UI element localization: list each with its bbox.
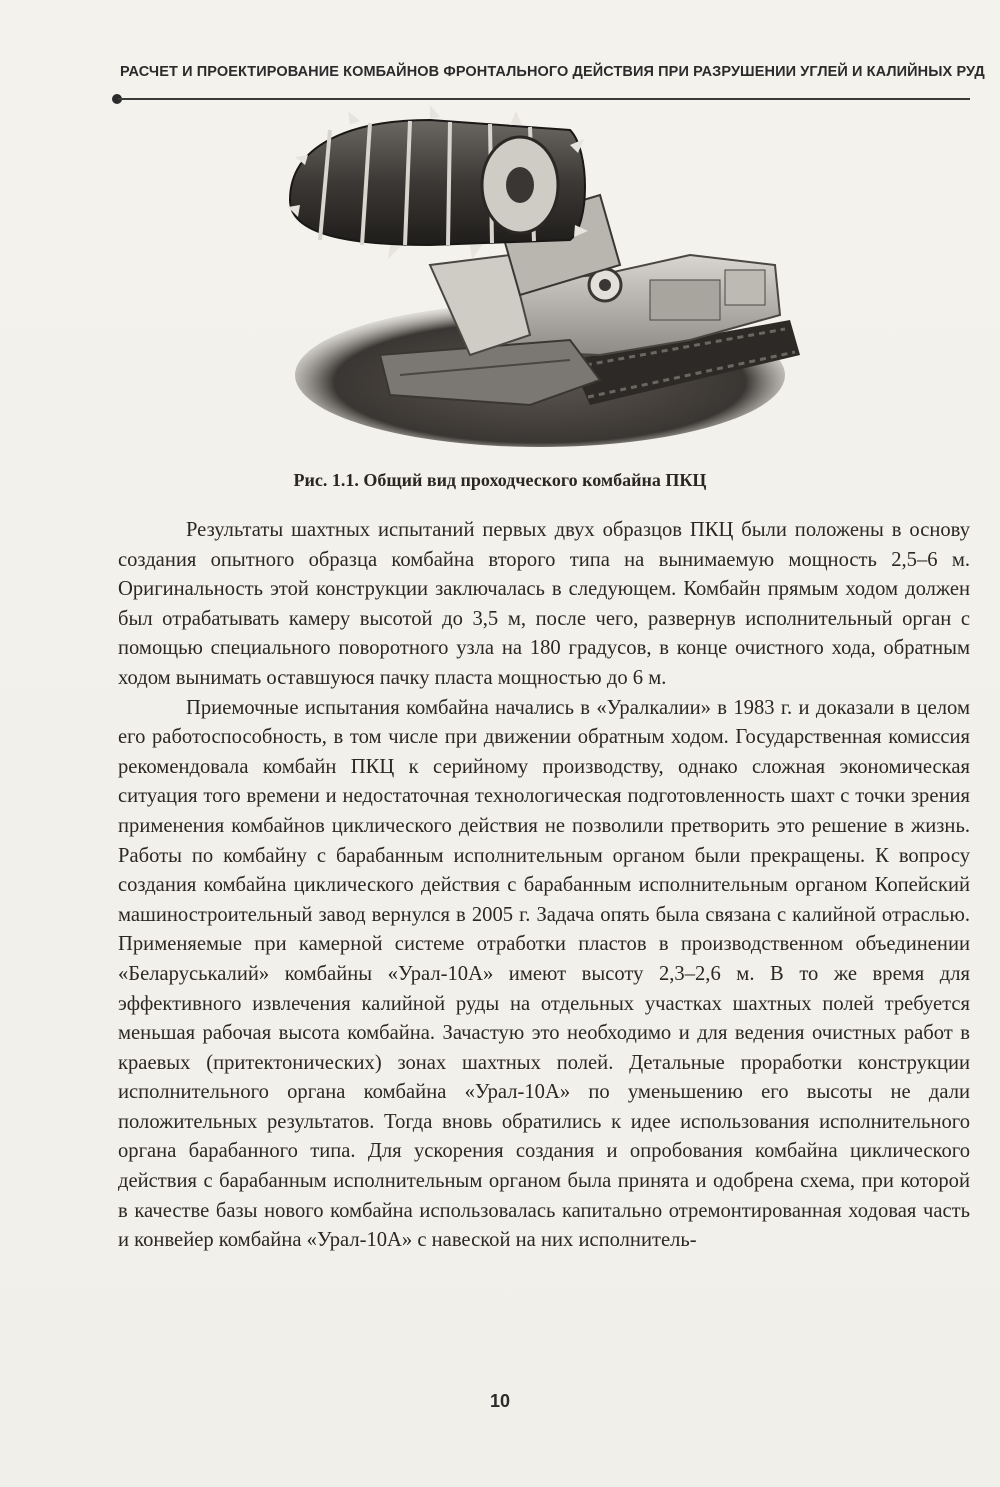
cutting-drum [290,120,585,245]
page-number: 10 [489,1391,511,1411]
mining-combine-illustration [270,105,810,455]
running-title: РАСЧЕТ И ПРОЕКТИРОВАНИЕ КОМБАЙНОВ ФРОНТАЛЬНОГО ДЕЙСТВИЯ ПРИ РАЗРУШЕНИИ УГЛЕЙ И КАЛИЙНЫХ РУД [120,64,985,80]
figure-caption: Рис. 1.1. Общий вид проходческого комбайна ПКЦ [293,470,707,490]
paragraph: Приемочные испытания комбайна начались в «Уралкалии» в 1983 г. и доказали в целом его работоспособность, в том числе при движении обратным ходом. Государственная комиссия рекомендовала комбайн ПКЦ к серийному производству, однако сложная экономическая ситуация того времени и недостаточная технологическая подготовленность шахт с точки зрения применения комбайнов циклического действия не позволили претворить это решение в жизнь. Работы по комбайну с барабанным исполнительным органом были прекращены. К вопросу создания комбайна циклического действия с барабанным исполнительным органом Копейский машиностроительный завод вернулся в 2005 г. Задача опять была связана с калийной отраслью. Применяемые при камерной системе отработки пластов в производственном объединении «Беларуськалий» комбайны «Урал-10А» имеют высоту 2,3–2,6 м. В то же время для эффективного извлечения калийной руды на отдельных участках шахтных полей требуется меньшая рабочая высота комбайна. Зачастую это необходимо и для ведения очистных работ в краевых (притектонических) зонах шахтных полей. Детальные проработки конструкции исполнительного органа комбайна «Урал-10А» по уменьшению его высоты не дали положительных результатов. Тогда вновь обратились к идее использования исполнительного органа барабанного типа. Для ускорения создания и опробования комбайна циклического действия с барабанным исполнительным органом была принята и одобрена схема, при которой в качестве базы нового комбайна использовалась капитально отремонтированная ходовая часть и конвейер комбайна «Урал-10А» с навеской на них исполнитель- [118,696,970,1252]
header-rule [118,98,970,100]
figure-mining-combine-photo [270,105,810,455]
paragraph: Результаты шахтных испытаний первых двух образцов ПКЦ были положены в основу создания опытного образца комбайна второго типа на вынимаемую мощность 2,5–6 м. Оригинальность этой конструкции заключалась в следующем. Комбайн прямым ходом должен был отрабатывать камеру высотой до 3,5 м, после чего, развернув исполнительный орган с помощью специального поворотного узла на 180 градусов, в конце очистного хода, обратным ходом вынимать оставшуюся пачку пласта мощностью до 6 м. [118,519,970,689]
body-text [118,516,970,1256]
